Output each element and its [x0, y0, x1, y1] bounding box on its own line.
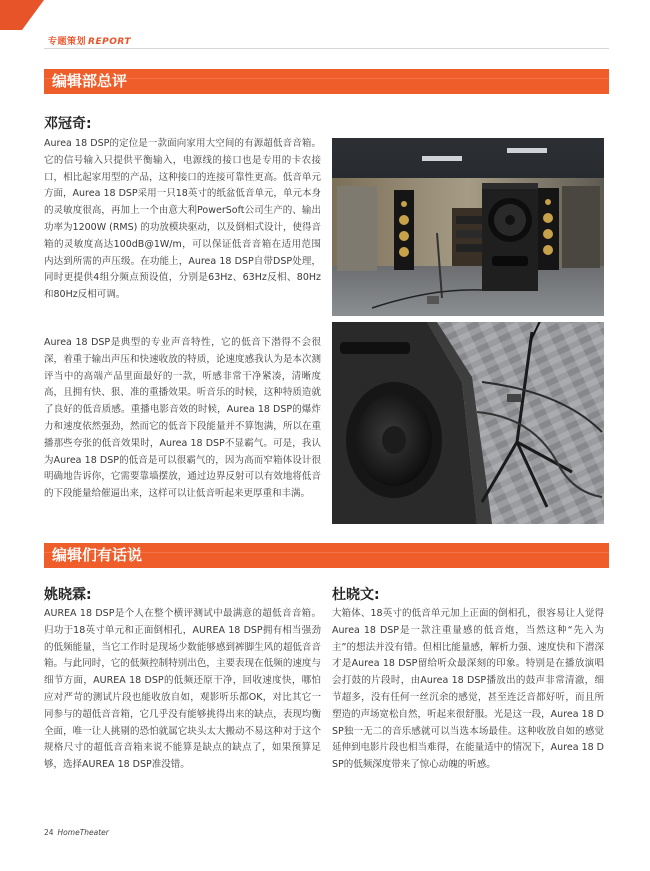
page-number: 24	[44, 828, 54, 837]
photo-listening-room	[332, 138, 604, 316]
editor-right-author: 杜晓文:	[332, 587, 380, 603]
subwoofer-closeup-illustration	[332, 322, 604, 524]
editor-right-text: 大箱体、18英寸的低音单元加上正面的倒相孔，很容易让人觉得Aurea 18 DSP是一款注重量感的低音炮，当然这种“先入为主”的想法并没有错。但相比能量感，解析力强、速度快和下潜深才是Aurea 18 DSP留给听众最深刻的印象。特别是在播放演唱会打鼓的片段时，由Aurea 18 DSP播放出的鼓声非常清澈，细节超多，没有任何一丝沉余的感觉，甚至连泛音都好听，而且所塑造的声场宽松自然，听起来很舒服。光是这一段，Aurea 18 DSP独一无二的音乐感就可以当选本场最佳。这种收放自如的感觉延伸到电影片段也相当难得，在能量适中的情况下，Aurea 18 DSP的低频深度带来了惊心动魄的听感。	[332, 608, 604, 771]
summary-title-bar	[44, 69, 609, 94]
editors-title-bar	[44, 543, 609, 568]
section-rubric	[48, 34, 131, 47]
summary-title: 编辑部总评	[52, 72, 128, 90]
rubric-cn: 专题策划	[48, 37, 87, 47]
corner-wedge	[22, 0, 44, 30]
photo-subwoofer-closeup	[332, 322, 604, 524]
editor-left-author: 姚晓霖:	[44, 587, 92, 603]
corner-tab	[0, 0, 22, 30]
editor-left-text: AUREA 18 DSP是个人在整个横评测试中最满意的超低音音箱。归功于18英寸单元和正面倒相孔，AUREA 18 DSP拥有相当强劲的低频能量，当它工作时是现场少数能够感到裤脚生风的超低音音箱。与此同时，它的低频控制特别出色，主要表现在低频的速度与细节方面，AUREA 18 DSP的低频还原干净，回收速度快，哪怕应对严苛的测试片段也能收放自如，观影听乐都OK，对比其它一同参与的超低音音箱，它几乎没有能够挑得出来的缺点，表现均衡全面，唯一让人挑剔的恐怕就属它块头太大搬动不易这种对于这个规格尺寸的超低音音箱来说不能算是缺点的缺点了，如果预算足够，选择AUREA 18 DSP准没错。	[44, 608, 321, 771]
summary-paragraph-1: Aurea 18 DSP的定位是一款面向家用大空间的有源超低音音箱。它的信号输入只提供平衡输入，电源线的接口也是专用的卡农接口，相比起家用型的产品，这种接口的连接可靠性更高。低音单元方面，Aurea 18 DSP采用一只18英寸的纸盆低音单元，单元本身的灵敏度很高，再加上一个由意大利PowerSoft公司生产的、输出功率为1200W (RMS) 的功放模块驱动，以及倒相式设计，使得音箱的灵敏度高达100dB@1W/m，可以保证低音音箱在适用范围内达到所需的声压级。在功能上，Aurea 18 DSP自带DSP处理，同时更提供4组分频点预设值，分别是63Hz、63Hz反相、80Hz和80Hz反相可调。	[44, 138, 321, 301]
summary-author: 邓冠奇:	[44, 116, 92, 132]
header-rule	[44, 48, 609, 49]
rubric-en: REPORT	[88, 37, 132, 47]
magazine-name: HomeTheater	[57, 828, 109, 837]
listening-room-illustration	[332, 138, 604, 316]
summary-paragraph-2: Aurea 18 DSP是典型的专业声音特性，它的低音下潜得不会很深，着重于输出声压和快速收放的特质，论速度感我认为是本次测评当中的高端产品里面最好的一款，听感非常干净紧凑，清晰度高，且拥有快、狠、准的重播效果。听音乐的时候，这种特质造就了良好的低音质感。重播电影音效的时候，Aurea 18 DSP的爆炸力和速度依然强劲，然而它的低音下段能量并不算饱满，所以在重播那些夸张的低音效果时，Aurea 18 DSP不显霸气。可是，我认为Aurea 18 DSP的低音是可以很霸气的，因为高而窄箱体设计很明确地告诉你，它需要靠墙摆放，通过边界反射可以有效地将低音的下段能量给催逼出来，这样可以让低音听起来更厚重和丰满。	[44, 337, 321, 500]
page-footer	[44, 828, 109, 837]
editors-title: 编辑们有话说	[52, 546, 143, 564]
